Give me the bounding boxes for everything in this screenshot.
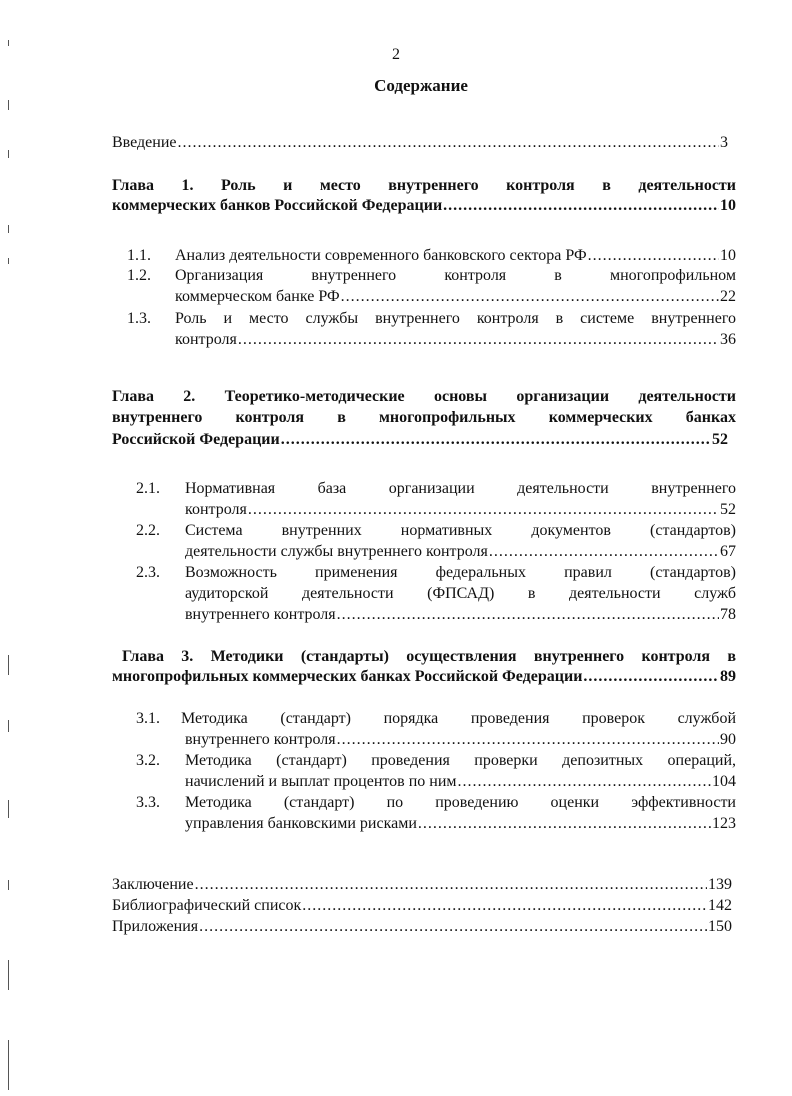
chapter-2-heading[interactable] xyxy=(112,430,728,450)
section-page: 90 xyxy=(720,731,736,748)
toc-entry-page: 142 xyxy=(708,897,732,914)
section-number: 2.3. xyxy=(136,564,160,581)
toc-leader-dots xyxy=(281,430,711,450)
toc-leader-dots xyxy=(588,246,719,266)
chapter-2-heading-line-2[interactable]: внутреннего контроля в многопрофильных коммерческих банках xyxy=(112,409,736,426)
section-page: 123 xyxy=(712,815,736,832)
section-number: 3.2. xyxy=(136,752,160,769)
toc-leader-dots xyxy=(443,196,719,216)
page-number: 2 xyxy=(392,46,400,63)
chapter-1-heading-line-1[interactable]: Глава 1. Роль и место внутреннего контроля в деятельности xyxy=(112,177,736,194)
toc-entry-section-1-1[interactable] xyxy=(175,246,736,266)
toc-leader-dots xyxy=(302,896,707,916)
toc-leader-dots xyxy=(341,287,719,307)
toc-leader-dots xyxy=(458,772,711,792)
chapter-3-heading-line-1[interactable]: Глава 3. Методики (стандарты) осуществления внутреннего контроля в xyxy=(122,648,736,665)
toc-entry-label: Введение xyxy=(112,134,177,151)
toc-leader-dots xyxy=(199,917,707,937)
section-page: 104 xyxy=(712,773,736,790)
section-title: контроля xyxy=(175,331,237,348)
toc-entry-section-1-2-line-1[interactable]: Организация внутреннего контроля в многопрофильном xyxy=(175,267,736,284)
section-page: 67 xyxy=(720,543,736,560)
section-page: 36 xyxy=(720,331,736,348)
toc-entry-section-2-3[interactable] xyxy=(185,605,736,625)
toc-entry-label: Приложения xyxy=(112,918,199,935)
toc-leader-dots xyxy=(418,814,711,834)
toc-entry-section-2-2-line-1[interactable]: Система внутренних нормативных документов (стандартов) xyxy=(185,522,736,539)
toc-entry-section-3-3-line-1[interactable]: Методика (стандарт) по проведению оценки эффективности xyxy=(185,794,736,811)
chapter-3-heading-line-2: многопрофильных коммерческих банках Российской Федерации xyxy=(112,668,583,685)
chapter-1-page: 10 xyxy=(720,197,736,214)
section-page: 78 xyxy=(720,606,736,623)
chapter-2-page: 52 xyxy=(712,431,728,448)
toc-entry-section-1-3-line-1[interactable]: Роль и место службы внутреннего контроля в системе внутреннего xyxy=(175,310,736,327)
section-number: 2.1. xyxy=(136,480,160,497)
toc-entry-section-3-1-line-1[interactable]: Методика (стандарт) порядка проведения проверок службой xyxy=(181,710,736,727)
section-title: внутреннего контроля xyxy=(185,606,336,623)
toc-entry-section-3-2[interactable] xyxy=(185,772,736,792)
toc-leader-dots xyxy=(489,542,719,562)
toc-entry-page: 3 xyxy=(720,134,728,151)
section-page: 52 xyxy=(720,501,736,518)
toc-entry-label: Библиографический список xyxy=(112,897,302,914)
section-title: внутреннего контроля xyxy=(185,731,336,748)
toc-entry-section-1-2[interactable] xyxy=(175,287,736,307)
chapter-2-heading-line-1[interactable]: Глава 2. Теоретико-методические основы организации деятельности xyxy=(112,388,736,405)
toc-leader-dots xyxy=(337,605,719,625)
section-title: управления банковскими рисками xyxy=(185,815,417,832)
section-title: коммерческом банке РФ xyxy=(175,288,340,305)
toc-entry-label: Заключение xyxy=(112,876,194,893)
chapter-3-page: 89 xyxy=(720,668,736,685)
section-number: 1.3. xyxy=(127,310,151,327)
section-number: 3.1. xyxy=(136,710,160,727)
toc-entry-intro[interactable] xyxy=(112,133,728,153)
toc-leader-dots xyxy=(178,133,720,153)
toc-entry-section-2-3-line-2[interactable]: аудиторской деятельности (ФПСАД) в деятельности служб xyxy=(185,585,736,602)
toc-entry-page: 150 xyxy=(708,918,732,935)
chapter-2-heading-line-3: Российской Федерации xyxy=(112,431,280,448)
section-title: контроля xyxy=(185,501,247,518)
toc-entry-section-2-3-line-1[interactable]: Возможность применения федеральных правил (стандартов) xyxy=(185,564,736,581)
toc-entry-section-3-3[interactable] xyxy=(185,814,736,834)
toc-entry-section-2-2[interactable] xyxy=(185,542,736,562)
toc-entry-page: 139 xyxy=(708,876,732,893)
section-page: 22 xyxy=(720,288,736,305)
toc-entry-section-2-1-line-1[interactable]: Нормативная база организации деятельности внутреннего xyxy=(185,480,736,497)
toc-leader-dots xyxy=(337,730,719,750)
scan-edge-marks xyxy=(4,0,18,1096)
toc-entry-bibliography[interactable] xyxy=(112,896,732,916)
toc-leader-dots xyxy=(195,875,707,895)
toc-entry-appendices[interactable] xyxy=(112,917,732,937)
toc-entry-section-3-2-line-1[interactable]: Методика (стандарт) проведения проверки депозитных операций, xyxy=(185,752,736,769)
section-number: 2.2. xyxy=(136,522,160,539)
toc-entry-section-3-1[interactable] xyxy=(185,730,736,750)
page-title: Содержание xyxy=(374,76,468,95)
chapter-1-heading-line-2: коммерческих банков Российской Федерации xyxy=(112,197,443,214)
section-title: начислений и выплат процентов по ним xyxy=(185,773,457,790)
toc-leader-dots xyxy=(583,667,719,687)
toc-leader-dots xyxy=(238,330,719,350)
chapter-3-heading[interactable] xyxy=(112,667,736,687)
section-title: Анализ деятельности современного банковского сектора РФ xyxy=(175,247,587,264)
toc-entry-section-2-1[interactable] xyxy=(185,500,736,520)
toc-leader-dots xyxy=(248,500,719,520)
toc-entry-section-1-3[interactable] xyxy=(175,330,736,350)
section-title: деятельности службы внутреннего контроля xyxy=(185,543,488,560)
section-number: 1.2. xyxy=(127,267,151,284)
section-number: 3.3. xyxy=(136,794,160,811)
section-number: 1.1. xyxy=(127,247,151,264)
section-page: 10 xyxy=(720,247,736,264)
toc-entry-conclusion[interactable] xyxy=(112,875,732,895)
chapter-1-heading[interactable] xyxy=(112,196,736,216)
